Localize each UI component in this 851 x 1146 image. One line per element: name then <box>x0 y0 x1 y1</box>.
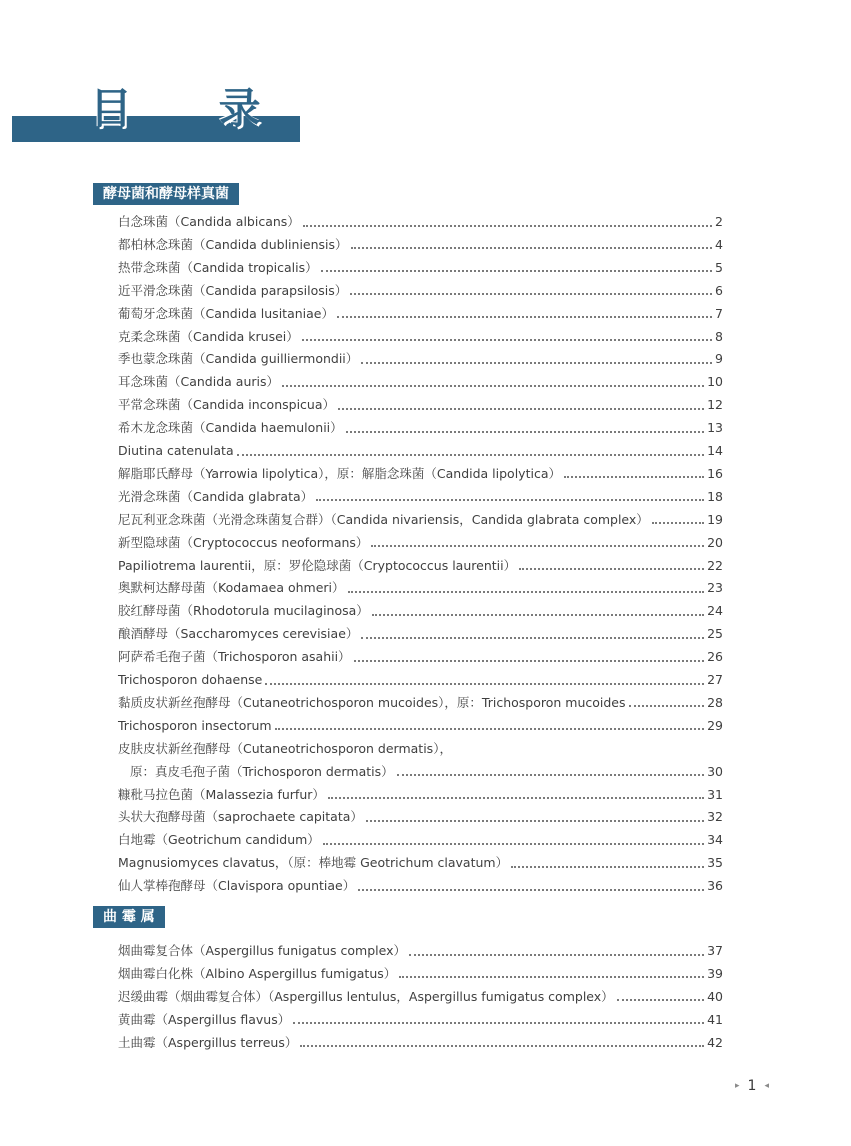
toc-entry-page: 22 <box>707 557 723 573</box>
toc-entry[interactable] <box>118 235 723 255</box>
folio-right-marker-icon: ◂ <box>764 1081 769 1091</box>
toc-entry-page: 26 <box>707 649 723 665</box>
page-number: 1 <box>747 1078 757 1094</box>
toc-leader-dots <box>348 590 705 593</box>
toc-leader-dots <box>519 567 704 570</box>
toc-entry-page: 14 <box>707 443 723 458</box>
toc-entry[interactable] <box>118 830 723 850</box>
toc-entry[interactable] <box>118 624 723 644</box>
toc-leader-dots <box>617 998 704 1001</box>
toc-leader-dots <box>371 544 704 547</box>
toc-entry-page: 16 <box>707 465 723 481</box>
toc-entry[interactable] <box>118 556 723 576</box>
toc-entry[interactable] <box>118 304 723 324</box>
toc-entry-page: 23 <box>707 580 723 596</box>
toc-entry-page: 12 <box>707 397 723 413</box>
toc-entry[interactable] <box>118 441 723 461</box>
toc-leader-dots <box>338 407 704 410</box>
toc-entry-page: 39 <box>707 965 723 981</box>
toc-entry[interactable] <box>118 807 723 827</box>
toc-entry-page: 35 <box>707 855 723 871</box>
toc-leader-dots <box>293 1021 704 1024</box>
toc-entry-page: 41 <box>707 1011 723 1027</box>
toc-entry-label: 奥默柯达酵母菌（Kodamaea ohmeri） <box>118 580 345 596</box>
toc-leader-dots <box>328 796 704 799</box>
toc-leader-dots <box>346 430 704 433</box>
toc-leader-dots <box>629 704 705 707</box>
toc-leader-dots <box>350 292 712 295</box>
toc-entry-page: 25 <box>707 626 723 642</box>
toc-leader-dots <box>361 636 704 639</box>
toc-leader-dots <box>652 521 704 524</box>
toc-entry[interactable] <box>118 395 723 415</box>
toc-leader-dots <box>397 773 704 776</box>
toc-entry[interactable] <box>118 327 723 347</box>
toc-entry-page: 2 <box>715 214 723 229</box>
toc-entry[interactable] <box>118 601 723 621</box>
toc-entry-label: 光滑念珠菌（Candida glabrata） <box>118 488 314 504</box>
toc-entry-label: Trichosporon insectorum <box>118 717 272 733</box>
toc-entry[interactable] <box>118 670 723 690</box>
toc-entry[interactable] <box>118 693 723 713</box>
toc-entry-page: 9 <box>715 351 723 367</box>
toc-entry-label: 头状大孢酵母菌（saprochaete capitata） <box>118 809 363 825</box>
toc-entry[interactable] <box>118 853 723 873</box>
toc-entry-label: 耳念珠菌（Candida auris） <box>118 374 279 390</box>
toc-entry-page: 13 <box>707 420 723 436</box>
toc-entry-label: Diutina catenulata <box>118 443 234 458</box>
toc-entry-label: 白念珠菌（Candida albicans） <box>118 214 300 229</box>
toc-leader-dots <box>511 865 704 868</box>
toc-entry-page: 40 <box>707 988 723 1004</box>
toc-leader-dots <box>351 246 713 249</box>
toc-entry-label: Magnusiomyces clavatus，（原：棒地霉 Geotrichum clavatum） <box>118 855 509 871</box>
toc-leader-dots <box>316 498 704 501</box>
toc-leader-dots <box>275 727 704 730</box>
toc-entry-page: 24 <box>707 603 723 619</box>
toc-entry-label: 糠秕马拉色菌（Malassezia furfur） <box>118 786 325 802</box>
toc-entry[interactable] <box>118 258 723 278</box>
toc-leader-dots <box>282 384 704 387</box>
toc-leader-dots <box>321 269 712 272</box>
toc-entry-label: 皮肤皮状新丝孢酵母（Cutaneotrichosporon dermatis）， <box>118 740 452 756</box>
toc-entry-page: 30 <box>707 763 723 779</box>
toc-entry-page: 10 <box>707 374 723 390</box>
toc-entry-page: 28 <box>707 694 723 710</box>
toc-entry-label: 烟曲霉白化株（Albino Aspergillus fumigatus） <box>118 965 397 981</box>
toc-entry[interactable] <box>118 487 723 507</box>
toc-entry[interactable] <box>118 349 723 369</box>
toc-entry[interactable] <box>118 578 723 598</box>
toc-entry[interactable] <box>118 510 723 530</box>
toc-entry[interactable] <box>130 762 723 782</box>
toc-entry[interactable] <box>118 1033 723 1053</box>
toc-entry-label: 热带念珠菌（Candida tropicalis） <box>118 259 318 275</box>
toc-entry-page: 37 <box>707 943 723 958</box>
toc-leader-dots <box>372 613 704 616</box>
toc-entry[interactable] <box>118 739 723 759</box>
toc-entry[interactable] <box>118 212 723 232</box>
section-heading-aspergillus: 曲 霉 属 <box>93 906 165 928</box>
toc-entry-page: 32 <box>707 809 723 825</box>
toc-leader-dots <box>399 975 704 978</box>
toc-entry-label: 尼瓦利亚念珠菌（光滑念珠菌复合群）（Candida nivariensis，Candida glabrata complex） <box>118 511 649 527</box>
toc-entry-page: 42 <box>707 1034 723 1050</box>
toc-leader-dots <box>354 659 705 662</box>
page-title: 目 录 <box>90 84 297 133</box>
toc-entry[interactable] <box>118 372 723 392</box>
toc-entry-label: 仙人掌棒孢酵母（Clavispora opuntiae） <box>118 878 356 894</box>
toc-entry-page: 5 <box>715 259 723 275</box>
toc-entry[interactable] <box>118 647 723 667</box>
toc-entry-label: 酿酒酵母（Saccharomyces cerevisiae） <box>118 626 359 642</box>
toc-entry-label: 迟缓曲霉（烟曲霉复合体）（Aspergillus lentulus，Aspergillus fumigatus complex） <box>118 988 614 1004</box>
toc-entry[interactable] <box>118 716 723 736</box>
section-heading-yeasts: 酵母菌和酵母样真菌 <box>93 183 239 205</box>
toc-leader-dots <box>361 361 712 364</box>
toc-entry-page: 36 <box>707 878 723 894</box>
toc-entry-label: 白地霉（Geotrichum candidum） <box>118 832 320 848</box>
page-folio <box>735 1078 769 1094</box>
toc-entry[interactable] <box>118 1010 723 1030</box>
toc-leader-dots <box>302 338 712 341</box>
toc-entry-page: 6 <box>715 282 723 298</box>
toc-entry-label: 近平滑念珠菌（Candida parapsilosis） <box>118 282 348 298</box>
toc-leader-dots <box>323 842 704 845</box>
toc-leader-dots <box>564 475 704 478</box>
toc-entry-page: 27 <box>707 672 723 687</box>
toc-leader-dots <box>300 1044 704 1047</box>
toc-entry-page: 31 <box>707 786 723 802</box>
toc-entry-label: 葡萄牙念珠菌（Candida lusitaniae） <box>118 305 334 321</box>
toc-entry-label: 胶红酵母菌（Rhodotorula mucilaginosa） <box>118 603 369 619</box>
folio-left-marker-icon: ▸ <box>735 1081 740 1091</box>
toc-entry-page: 20 <box>707 534 723 550</box>
toc-entry[interactable] <box>118 418 723 438</box>
toc-leader-dots <box>265 682 704 685</box>
toc-entry-page: 29 <box>707 717 723 733</box>
toc-entry-label: 平常念珠菌（Candida inconspicua） <box>118 397 335 413</box>
toc-entry-label: Trichosporon dohaense <box>118 672 263 687</box>
toc-entry-label: 土曲霉（Aspergillus terreus） <box>118 1034 298 1050</box>
toc-entry-page: 7 <box>715 305 723 321</box>
toc-entry-page: 19 <box>707 511 723 527</box>
toc-leader-dots <box>337 315 712 318</box>
toc-entry[interactable] <box>118 281 723 301</box>
toc-entry-label: 阿萨希毛孢子菌（Trichosporon asahii） <box>118 649 351 665</box>
toc-entry-label: 克柔念珠菌（Candida krusei） <box>118 328 299 344</box>
toc-leader-dots <box>358 888 704 891</box>
toc-entry-page: 18 <box>707 488 723 504</box>
toc-entry-label: 新型隐球菌（Cryptococcus neoformans） <box>118 534 369 550</box>
toc-entry-page: 8 <box>715 328 723 344</box>
toc-entry[interactable] <box>118 464 723 484</box>
toc-entry[interactable] <box>118 987 723 1007</box>
toc-entry[interactable] <box>118 785 723 805</box>
toc-entry[interactable] <box>118 964 723 984</box>
toc-entry-label: 原：真皮毛孢子菌（Trichosporon dermatis） <box>130 763 394 779</box>
toc-leader-dots <box>237 453 704 456</box>
toc-entry-page: 34 <box>707 832 723 848</box>
toc-entry-label: 黏质皮状新丝孢酵母（Cutaneotrichosporon mucoides），原：Trichosporon mucoides <box>118 694 626 710</box>
toc-entry-page: 4 <box>715 236 723 252</box>
toc-leader-dots <box>409 953 704 956</box>
toc-entry-label: 季也蒙念珠菌（Candida guilliermondii） <box>118 351 359 367</box>
toc-entry[interactable] <box>118 941 723 961</box>
toc-entry-label: 希木龙念珠菌（Candida haemulonii） <box>118 420 343 436</box>
toc-entry-label: 都柏林念珠菌（Candida dubliniensis） <box>118 236 348 252</box>
toc-leader-dots <box>303 224 712 227</box>
toc-entry-label: 黄曲霉（Aspergillus flavus） <box>118 1011 291 1027</box>
toc-entry-label: 解脂耶氏酵母（Yarrowia lipolytica），原：解脂念珠菌（Candida lipolytica） <box>118 465 561 481</box>
toc-leader-dots <box>366 819 704 822</box>
toc-entry[interactable] <box>118 533 723 553</box>
toc-entry[interactable] <box>118 876 723 896</box>
toc-entry-label: Papiliotrema laurentii，原：罗伦隐球菌（Cryptococcus laurentii） <box>118 557 517 573</box>
toc-entry-label: 烟曲霉复合体（Aspergillus funigatus complex） <box>118 943 406 958</box>
